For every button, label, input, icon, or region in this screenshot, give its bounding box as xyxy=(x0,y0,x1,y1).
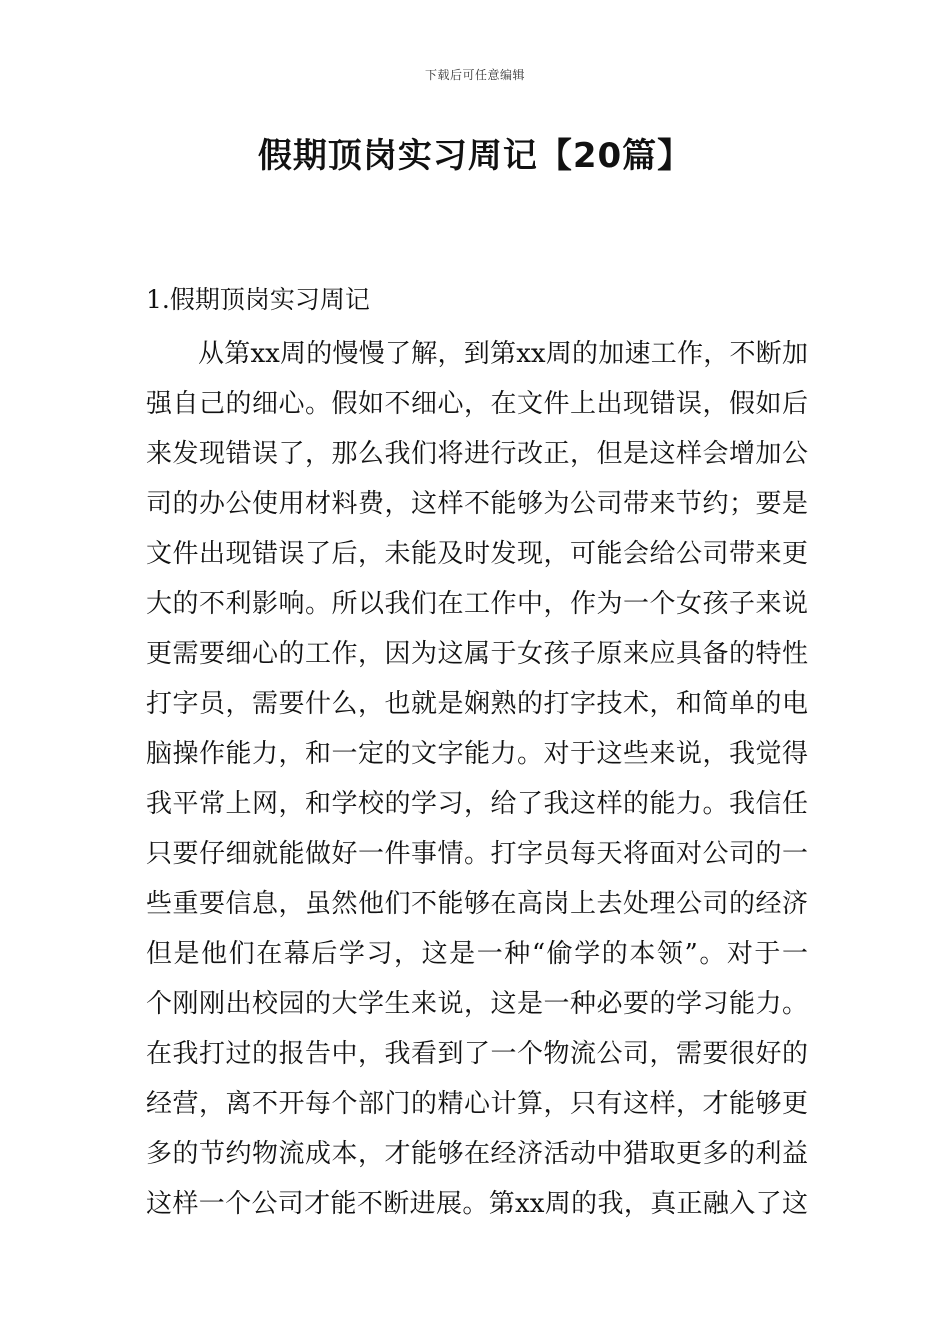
paragraph-line: 强自己的细心。假如不细心，在文件上出现错误，假如后 xyxy=(146,389,808,419)
paragraph-line: 打字员，需要什么，也就是娴熟的打字技术，和简单的电 xyxy=(146,689,808,719)
paragraph-line: 这样一个公司才能不断进展。第xx周的我，真正融入了这 xyxy=(146,1189,808,1219)
paragraph-line: 多的节约物流成本，才能够在经济活动中猎取更多的利益 xyxy=(146,1139,808,1169)
paragraph-line: 文件出现错误了后，未能及时发现，可能会给公司带来更 xyxy=(146,539,808,569)
document-title: 假期顶岗实习周记【20篇】 xyxy=(257,136,693,176)
header-note: 下载后可任意编辑 xyxy=(424,68,525,82)
paragraph-line: 来发现错误了，那么我们将进行改正，但是这样会增加公 xyxy=(146,439,808,469)
body-paragraph xyxy=(146,329,808,1229)
paragraph-line: 更需要细心的工作，因为这属于女孩子原来应具备的特性 xyxy=(146,639,808,669)
paragraph-line: 在我打过的报告中，我看到了一个物流公司，需要很好的 xyxy=(146,1039,808,1069)
paragraph-line: 大的不利影响。所以我们在工作中，作为一个女孩子来说 xyxy=(146,589,808,619)
paragraph-line: 只要仔细就能做好一件事情。打字员每天将面对公司的一 xyxy=(146,839,808,869)
paragraph-line: 脑操作能力，和一定的文字能力。对于这些来说，我觉得 xyxy=(146,739,808,769)
paragraph-line: 经营，离不开每个部门的精心计算，只有这样，才能够更 xyxy=(146,1089,808,1119)
paragraph-line: 但是他们在幕后学习，这是一种“偷学的本领”。对于一 xyxy=(146,939,808,969)
paragraph-line: 从第xx周的慢慢了解，到第xx周的加速工作，不断加 xyxy=(198,339,808,369)
section-heading: 1.假期顶岗实习周记 xyxy=(146,285,370,314)
paragraph-line: 司的办公使用材料费，这样不能够为公司带来节约；要是 xyxy=(146,489,808,519)
paragraph-line: 些重要信息，虽然他们不能够在高岗上去处理公司的经济 xyxy=(146,889,808,919)
paragraph-line: 个刚刚出校园的大学生来说，这是一种必要的学习能力。 xyxy=(146,989,808,1019)
paragraph-line: 我平常上网，和学校的学习，给了我这样的能力。我信任 xyxy=(146,789,808,819)
